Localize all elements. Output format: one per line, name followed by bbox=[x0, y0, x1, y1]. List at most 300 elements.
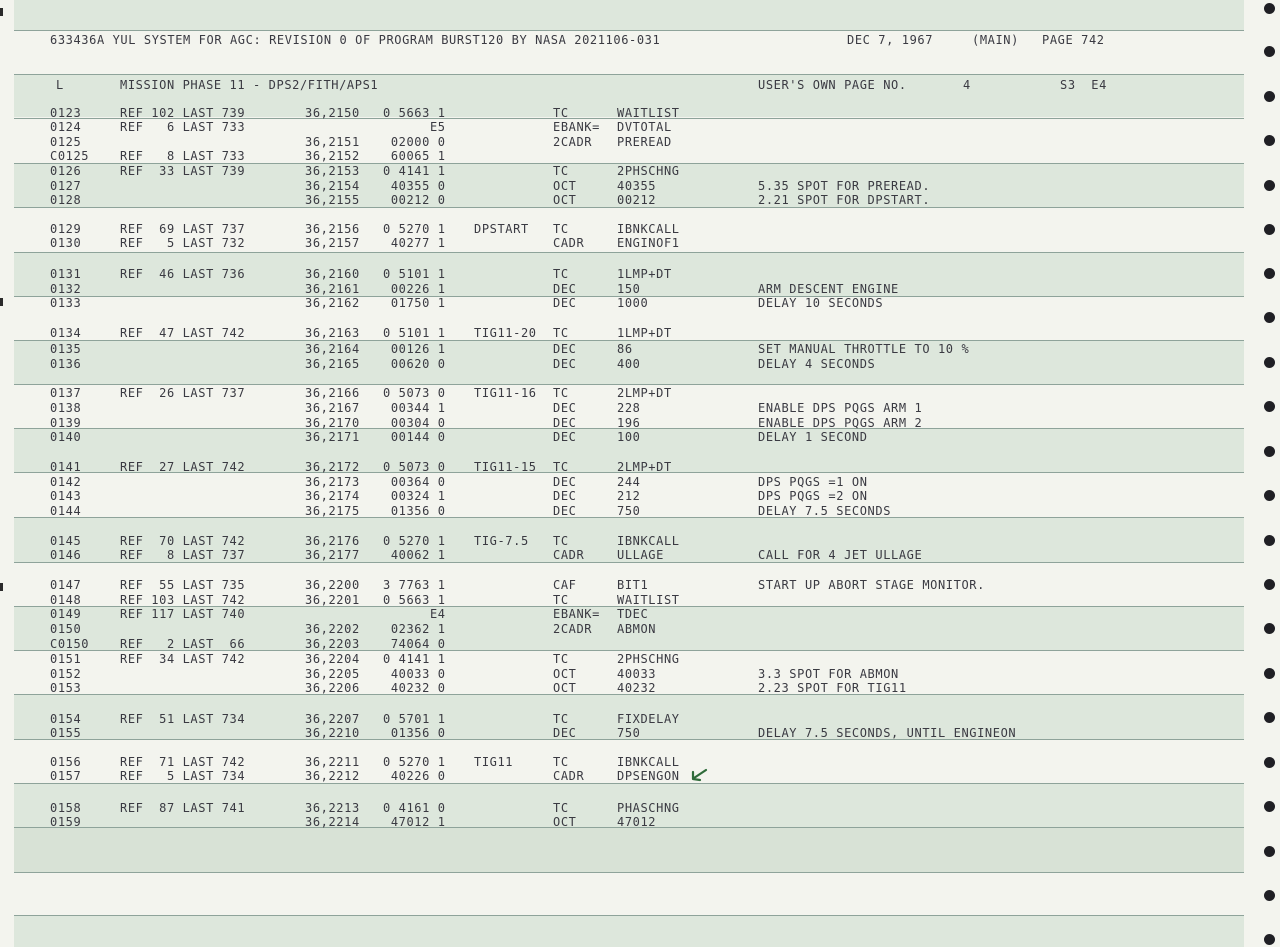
reference: REF 34 LAST 742 bbox=[120, 652, 246, 666]
feed-hole bbox=[1264, 934, 1275, 945]
comment: DELAY 10 SECONDS bbox=[758, 296, 884, 310]
opcode: CADR bbox=[553, 236, 585, 250]
listing-row bbox=[0, 475, 1280, 489]
address: 36,2166 bbox=[305, 386, 360, 400]
operand: 40232 bbox=[617, 681, 657, 695]
octal-word: 01750 1 bbox=[383, 296, 446, 310]
opcode: TC bbox=[553, 652, 569, 666]
octal-word: 74064 0 bbox=[383, 637, 446, 651]
listing-row bbox=[0, 607, 1280, 621]
operand: WAITLIST bbox=[617, 106, 680, 120]
listing-row bbox=[0, 357, 1280, 371]
reference: REF 70 LAST 742 bbox=[120, 534, 246, 548]
operand: 40033 bbox=[617, 667, 657, 681]
address: 36,2174 bbox=[305, 489, 360, 503]
octal-word: 00344 1 bbox=[383, 401, 446, 415]
operand: 750 bbox=[617, 504, 641, 518]
opcode: DEC bbox=[553, 726, 577, 740]
address: 36,2201 bbox=[305, 593, 360, 607]
line-number: 0131 bbox=[50, 267, 82, 281]
octal-word: 0 5270 1 bbox=[383, 755, 446, 769]
octal-word: 02362 1 bbox=[383, 622, 446, 636]
opcode: DEC bbox=[553, 430, 577, 444]
operand: 244 bbox=[617, 475, 641, 489]
listing-row bbox=[0, 386, 1280, 400]
feed-hole bbox=[1264, 3, 1275, 14]
octal-word: 0 5073 0 bbox=[383, 386, 446, 400]
page-number: PAGE 742 bbox=[1042, 33, 1105, 47]
listing-row bbox=[0, 460, 1280, 474]
address: 36,2161 bbox=[305, 282, 360, 296]
address: 36,2171 bbox=[305, 430, 360, 444]
users-page-label: USER'S OWN PAGE NO. bbox=[758, 78, 907, 92]
reference: REF 51 LAST 734 bbox=[120, 712, 246, 726]
comment: ARM DESCENT ENGINE bbox=[758, 282, 899, 296]
line-number: 0148 bbox=[50, 593, 82, 607]
listing-row bbox=[0, 534, 1280, 548]
octal-word: 00620 0 bbox=[383, 357, 446, 371]
reference: REF 87 LAST 741 bbox=[120, 801, 246, 815]
octal-word: 40232 0 bbox=[383, 681, 446, 695]
octal-word: 40033 0 bbox=[383, 667, 446, 681]
octal-word: 0 5663 1 bbox=[383, 106, 446, 120]
opcode: DEC bbox=[553, 282, 577, 296]
operand: 400 bbox=[617, 357, 641, 371]
line-number: 0154 bbox=[50, 712, 82, 726]
operand: PREREAD bbox=[617, 135, 672, 149]
listing-row bbox=[0, 726, 1280, 740]
line-number: 0139 bbox=[50, 416, 82, 430]
reference: REF 8 LAST 737 bbox=[120, 548, 246, 562]
opcode: TC bbox=[553, 386, 569, 400]
operand: 00212 bbox=[617, 193, 657, 207]
octal-word: 0 5701 1 bbox=[383, 712, 446, 726]
opcode: OCT bbox=[553, 815, 577, 829]
feed-hole bbox=[1264, 46, 1275, 57]
listing-date: DEC 7, 1967 bbox=[847, 33, 934, 47]
reference: REF 2 LAST 66 bbox=[120, 637, 246, 651]
line-number: 0127 bbox=[50, 179, 82, 193]
line-number: 0152 bbox=[50, 667, 82, 681]
edge-mark bbox=[0, 8, 3, 16]
address: 36,2160 bbox=[305, 267, 360, 281]
reference: REF 5 LAST 734 bbox=[120, 769, 246, 783]
reference: REF 5 LAST 732 bbox=[120, 236, 246, 250]
label: TIG11-20 bbox=[474, 326, 537, 340]
operand: 1000 bbox=[617, 296, 649, 310]
label: DPSTART bbox=[474, 222, 529, 236]
line-number: 0135 bbox=[50, 342, 82, 356]
address: 36,2156 bbox=[305, 222, 360, 236]
operand: 40355 bbox=[617, 179, 657, 193]
operand: 86 bbox=[617, 342, 633, 356]
octal-word: 40355 0 bbox=[383, 179, 446, 193]
opcode: OCT bbox=[553, 193, 577, 207]
operand: 750 bbox=[617, 726, 641, 740]
listing-row bbox=[0, 401, 1280, 415]
octal-word: 0 5101 1 bbox=[383, 326, 446, 340]
address: 36,2167 bbox=[305, 401, 360, 415]
listing-row bbox=[0, 578, 1280, 592]
address: 36,2202 bbox=[305, 622, 360, 636]
operand: 2LMP+DT bbox=[617, 386, 672, 400]
listing-row bbox=[0, 815, 1280, 829]
operand: IBNKCALL bbox=[617, 534, 680, 548]
line-number: 0137 bbox=[50, 386, 82, 400]
opcode: 2CADR bbox=[553, 622, 593, 636]
paper-rule bbox=[14, 30, 1244, 31]
feed-hole bbox=[1264, 890, 1275, 901]
octal-word: E4 bbox=[383, 607, 446, 621]
reference: REF 47 LAST 742 bbox=[120, 326, 246, 340]
operand: IBNKCALL bbox=[617, 755, 680, 769]
listing-row bbox=[0, 652, 1280, 666]
line-number: 0138 bbox=[50, 401, 82, 415]
listing-row bbox=[0, 179, 1280, 193]
subheader-codes: S3 E4 bbox=[1060, 78, 1107, 92]
feed-hole bbox=[1264, 846, 1275, 857]
octal-word: 0 5270 1 bbox=[383, 534, 446, 548]
line-number: 0136 bbox=[50, 357, 82, 371]
opcode: TC bbox=[553, 267, 569, 281]
octal-word: 0 4141 1 bbox=[383, 164, 446, 178]
opcode: EBANK= bbox=[553, 120, 600, 134]
feed-hole bbox=[1264, 91, 1275, 102]
operand: 100 bbox=[617, 430, 641, 444]
line-number: 0123 bbox=[50, 106, 82, 120]
listing-row bbox=[0, 342, 1280, 356]
listing-row bbox=[0, 106, 1280, 120]
reference: REF 8 LAST 733 bbox=[120, 149, 246, 163]
address: 36,2175 bbox=[305, 504, 360, 518]
subheader-marker: L bbox=[56, 78, 64, 92]
comment: 2.23 SPOT FOR TIG11 bbox=[758, 681, 907, 695]
operand: 196 bbox=[617, 416, 641, 430]
address: 36,2204 bbox=[305, 652, 360, 666]
line-number: 0124 bbox=[50, 120, 82, 134]
line-number: 0158 bbox=[50, 801, 82, 815]
opcode: TC bbox=[553, 460, 569, 474]
listing-row bbox=[0, 236, 1280, 250]
comment: CALL FOR 4 JET ULLAGE bbox=[758, 548, 923, 562]
comment: DPS PQGS =1 ON bbox=[758, 475, 868, 489]
listing-row bbox=[0, 430, 1280, 444]
comment: 5.35 SPOT FOR PREREAD. bbox=[758, 179, 931, 193]
paper-rule bbox=[14, 872, 1244, 873]
line-number: 0157 bbox=[50, 769, 82, 783]
line-number: 0130 bbox=[50, 236, 82, 250]
opcode: EBANK= bbox=[553, 607, 600, 621]
comment: DPS PQGS =2 ON bbox=[758, 489, 868, 503]
line-number: 0146 bbox=[50, 548, 82, 562]
line-number: 0143 bbox=[50, 489, 82, 503]
comment: DELAY 4 SECONDS bbox=[758, 357, 876, 371]
opcode: DEC bbox=[553, 357, 577, 371]
opcode: CAF bbox=[553, 578, 577, 592]
label: TIG11-16 bbox=[474, 386, 537, 400]
paper-band bbox=[14, 827, 1244, 872]
octal-word: 00324 1 bbox=[383, 489, 446, 503]
operand: 2LMP+DT bbox=[617, 460, 672, 474]
comment: ENABLE DPS PQGS ARM 2 bbox=[758, 416, 923, 430]
reference: REF 27 LAST 742 bbox=[120, 460, 246, 474]
address: 36,2170 bbox=[305, 416, 360, 430]
address: 36,2212 bbox=[305, 769, 360, 783]
opcode: DEC bbox=[553, 401, 577, 415]
address: 36,2200 bbox=[305, 578, 360, 592]
listing-row bbox=[0, 622, 1280, 636]
line-number: 0134 bbox=[50, 326, 82, 340]
opcode: DEC bbox=[553, 296, 577, 310]
paper-rule bbox=[14, 562, 1244, 563]
address: 36,2155 bbox=[305, 193, 360, 207]
reference: REF 26 LAST 737 bbox=[120, 386, 246, 400]
octal-word: 60065 1 bbox=[383, 149, 446, 163]
listing-row bbox=[0, 489, 1280, 503]
address: 36,2150 bbox=[305, 106, 360, 120]
line-number: 0151 bbox=[50, 652, 82, 666]
comment: START UP ABORT STAGE MONITOR. bbox=[758, 578, 985, 592]
reference: REF 117 LAST 740 bbox=[120, 607, 246, 621]
octal-word: 0 4141 1 bbox=[383, 652, 446, 666]
comment: DELAY 7.5 SECONDS bbox=[758, 504, 892, 518]
octal-word: 00126 1 bbox=[383, 342, 446, 356]
opcode: DEC bbox=[553, 504, 577, 518]
line-number: 0128 bbox=[50, 193, 82, 207]
address: 36,2173 bbox=[305, 475, 360, 489]
line-number: C0125 bbox=[50, 149, 90, 163]
line-number: 0125 bbox=[50, 135, 82, 149]
listing-row bbox=[0, 416, 1280, 430]
reference: REF 69 LAST 737 bbox=[120, 222, 246, 236]
octal-word: 40062 1 bbox=[383, 548, 446, 562]
listing-section: (MAIN) bbox=[972, 33, 1019, 47]
listing-row bbox=[0, 267, 1280, 281]
opcode: OCT bbox=[553, 681, 577, 695]
reference: REF 6 LAST 733 bbox=[120, 120, 246, 134]
octal-word: 02000 0 bbox=[383, 135, 446, 149]
listing-row bbox=[0, 712, 1280, 726]
listing-row bbox=[0, 769, 1280, 783]
opcode: CADR bbox=[553, 769, 585, 783]
line-number: 0142 bbox=[50, 475, 82, 489]
octal-word: 40226 0 bbox=[383, 769, 446, 783]
octal-word: 01356 0 bbox=[383, 726, 446, 740]
comment: DELAY 1 SECOND bbox=[758, 430, 868, 444]
octal-word: 0 5073 0 bbox=[383, 460, 446, 474]
listing-row bbox=[0, 326, 1280, 340]
operand: PHASCHNG bbox=[617, 801, 680, 815]
paper-rule bbox=[14, 252, 1244, 253]
address: 36,2213 bbox=[305, 801, 360, 815]
paper-rule bbox=[14, 74, 1244, 75]
operand: 1LMP+DT bbox=[617, 267, 672, 281]
listing-row bbox=[0, 504, 1280, 518]
listing-row bbox=[0, 120, 1280, 134]
listing-row bbox=[0, 801, 1280, 815]
feed-hole bbox=[1264, 446, 1275, 457]
line-number: 0126 bbox=[50, 164, 82, 178]
line-number: 0140 bbox=[50, 430, 82, 444]
opcode: TC bbox=[553, 106, 569, 120]
operand: ABMON bbox=[617, 622, 657, 636]
line-number: 0132 bbox=[50, 282, 82, 296]
address: 36,2206 bbox=[305, 681, 360, 695]
address: 36,2157 bbox=[305, 236, 360, 250]
address: 36,2214 bbox=[305, 815, 360, 829]
opcode: TC bbox=[553, 712, 569, 726]
octal-word: 47012 1 bbox=[383, 815, 446, 829]
octal-word: 40277 1 bbox=[383, 236, 446, 250]
octal-word: 0 5101 1 bbox=[383, 267, 446, 281]
paper-rule bbox=[14, 384, 1244, 385]
operand: 2PHSCHNG bbox=[617, 652, 680, 666]
address: 36,2172 bbox=[305, 460, 360, 474]
address: 36,2211 bbox=[305, 755, 360, 769]
address: 36,2164 bbox=[305, 342, 360, 356]
operand: 228 bbox=[617, 401, 641, 415]
comment: 3.3 SPOT FOR ABMON bbox=[758, 667, 899, 681]
users-page-number: 4 bbox=[963, 78, 971, 92]
address: 36,2177 bbox=[305, 548, 360, 562]
octal-word: 0 4161 0 bbox=[383, 801, 446, 815]
octal-word: 0 5270 1 bbox=[383, 222, 446, 236]
octal-word: 00226 1 bbox=[383, 282, 446, 296]
paper-rule bbox=[14, 340, 1244, 341]
octal-word: E5 bbox=[383, 120, 446, 134]
comment: ENABLE DPS PQGS ARM 1 bbox=[758, 401, 923, 415]
listing-row bbox=[0, 193, 1280, 207]
line-number: 0153 bbox=[50, 681, 82, 695]
reference: REF 46 LAST 736 bbox=[120, 267, 246, 281]
listing-row bbox=[0, 222, 1280, 236]
label: TIG-7.5 bbox=[474, 534, 529, 548]
opcode: OCT bbox=[553, 667, 577, 681]
opcode: DEC bbox=[553, 416, 577, 430]
line-number: 0156 bbox=[50, 755, 82, 769]
listing-row bbox=[0, 667, 1280, 681]
listing-row bbox=[0, 164, 1280, 178]
reference: REF 71 LAST 742 bbox=[120, 755, 246, 769]
system-line: 633436A YUL SYSTEM FOR AGC: REVISION 0 OF PROGRAM BURST120 BY NASA 2021106-031 bbox=[50, 33, 661, 47]
octal-word: 00144 0 bbox=[383, 430, 446, 444]
listing-row bbox=[0, 548, 1280, 562]
paper-rule bbox=[14, 783, 1244, 784]
opcode: TC bbox=[553, 801, 569, 815]
operand: WAITLIST bbox=[617, 593, 680, 607]
listing-row bbox=[0, 637, 1280, 651]
line-number: 0150 bbox=[50, 622, 82, 636]
label: TIG11 bbox=[474, 755, 514, 769]
line-number: 0129 bbox=[50, 222, 82, 236]
paper-band bbox=[14, 915, 1244, 947]
opcode: DEC bbox=[553, 489, 577, 503]
address: 36,2151 bbox=[305, 135, 360, 149]
address: 36,2163 bbox=[305, 326, 360, 340]
listing-row bbox=[0, 282, 1280, 296]
line-number: 0159 bbox=[50, 815, 82, 829]
opcode: TC bbox=[553, 534, 569, 548]
address: 36,2210 bbox=[305, 726, 360, 740]
line-number: 0133 bbox=[50, 296, 82, 310]
listing-row bbox=[0, 755, 1280, 769]
operand: 150 bbox=[617, 282, 641, 296]
opcode: TC bbox=[553, 593, 569, 607]
address: 36,2176 bbox=[305, 534, 360, 548]
line-number: 0141 bbox=[50, 460, 82, 474]
handwritten-check-arrow-icon bbox=[690, 767, 708, 783]
operand: DPSENGON bbox=[617, 769, 680, 783]
opcode: 2CADR bbox=[553, 135, 593, 149]
opcode: DEC bbox=[553, 475, 577, 489]
opcode: DEC bbox=[553, 342, 577, 356]
operand: 2PHSCHNG bbox=[617, 164, 680, 178]
address: 36,2207 bbox=[305, 712, 360, 726]
address: 36,2152 bbox=[305, 149, 360, 163]
line-number: 0155 bbox=[50, 726, 82, 740]
operand: 1LMP+DT bbox=[617, 326, 672, 340]
address: 36,2162 bbox=[305, 296, 360, 310]
listing-row bbox=[0, 593, 1280, 607]
octal-word: 01356 0 bbox=[383, 504, 446, 518]
label: TIG11-15 bbox=[474, 460, 537, 474]
operand: FIXDELAY bbox=[617, 712, 680, 726]
feed-hole bbox=[1264, 312, 1275, 323]
opcode: TC bbox=[553, 222, 569, 236]
address: 36,2205 bbox=[305, 667, 360, 681]
line-number: 0147 bbox=[50, 578, 82, 592]
address: 36,2154 bbox=[305, 179, 360, 193]
reference: REF 103 LAST 742 bbox=[120, 593, 246, 607]
octal-word: 00212 0 bbox=[383, 193, 446, 207]
comment: 2.21 SPOT FOR DPSTART. bbox=[758, 193, 931, 207]
listing-row bbox=[0, 681, 1280, 695]
address: 36,2165 bbox=[305, 357, 360, 371]
listing-row bbox=[0, 149, 1280, 163]
operand: 212 bbox=[617, 489, 641, 503]
octal-word: 00364 0 bbox=[383, 475, 446, 489]
paper-rule bbox=[14, 207, 1244, 208]
opcode: OCT bbox=[553, 179, 577, 193]
comment: SET MANUAL THROTTLE TO 10 % bbox=[758, 342, 970, 356]
operand: 47012 bbox=[617, 815, 657, 829]
operand: TDEC bbox=[617, 607, 649, 621]
operand: IBNKCALL bbox=[617, 222, 680, 236]
reference: REF 102 LAST 739 bbox=[120, 106, 246, 120]
listing-row bbox=[0, 296, 1280, 310]
opcode: CADR bbox=[553, 548, 585, 562]
operand: BIT1 bbox=[617, 578, 649, 592]
operand: DVTOTAL bbox=[617, 120, 672, 134]
line-number: C0150 bbox=[50, 637, 90, 651]
line-number: 0145 bbox=[50, 534, 82, 548]
address: 36,2153 bbox=[305, 164, 360, 178]
reference: REF 55 LAST 735 bbox=[120, 578, 246, 592]
mission-phase-title: MISSION PHASE 11 - DPS2/FITH/APS1 bbox=[120, 78, 379, 92]
line-number: 0149 bbox=[50, 607, 82, 621]
octal-word: 0 5663 1 bbox=[383, 593, 446, 607]
octal-word: 3 7763 1 bbox=[383, 578, 446, 592]
operand: ENGINOF1 bbox=[617, 236, 680, 250]
opcode: TC bbox=[553, 326, 569, 340]
operand: ULLAGE bbox=[617, 548, 664, 562]
opcode: TC bbox=[553, 164, 569, 178]
paper-rule bbox=[14, 915, 1244, 916]
octal-word: 00304 0 bbox=[383, 416, 446, 430]
address: 36,2203 bbox=[305, 637, 360, 651]
opcode: TC bbox=[553, 755, 569, 769]
comment: DELAY 7.5 SECONDS, UNTIL ENGINEON bbox=[758, 726, 1017, 740]
